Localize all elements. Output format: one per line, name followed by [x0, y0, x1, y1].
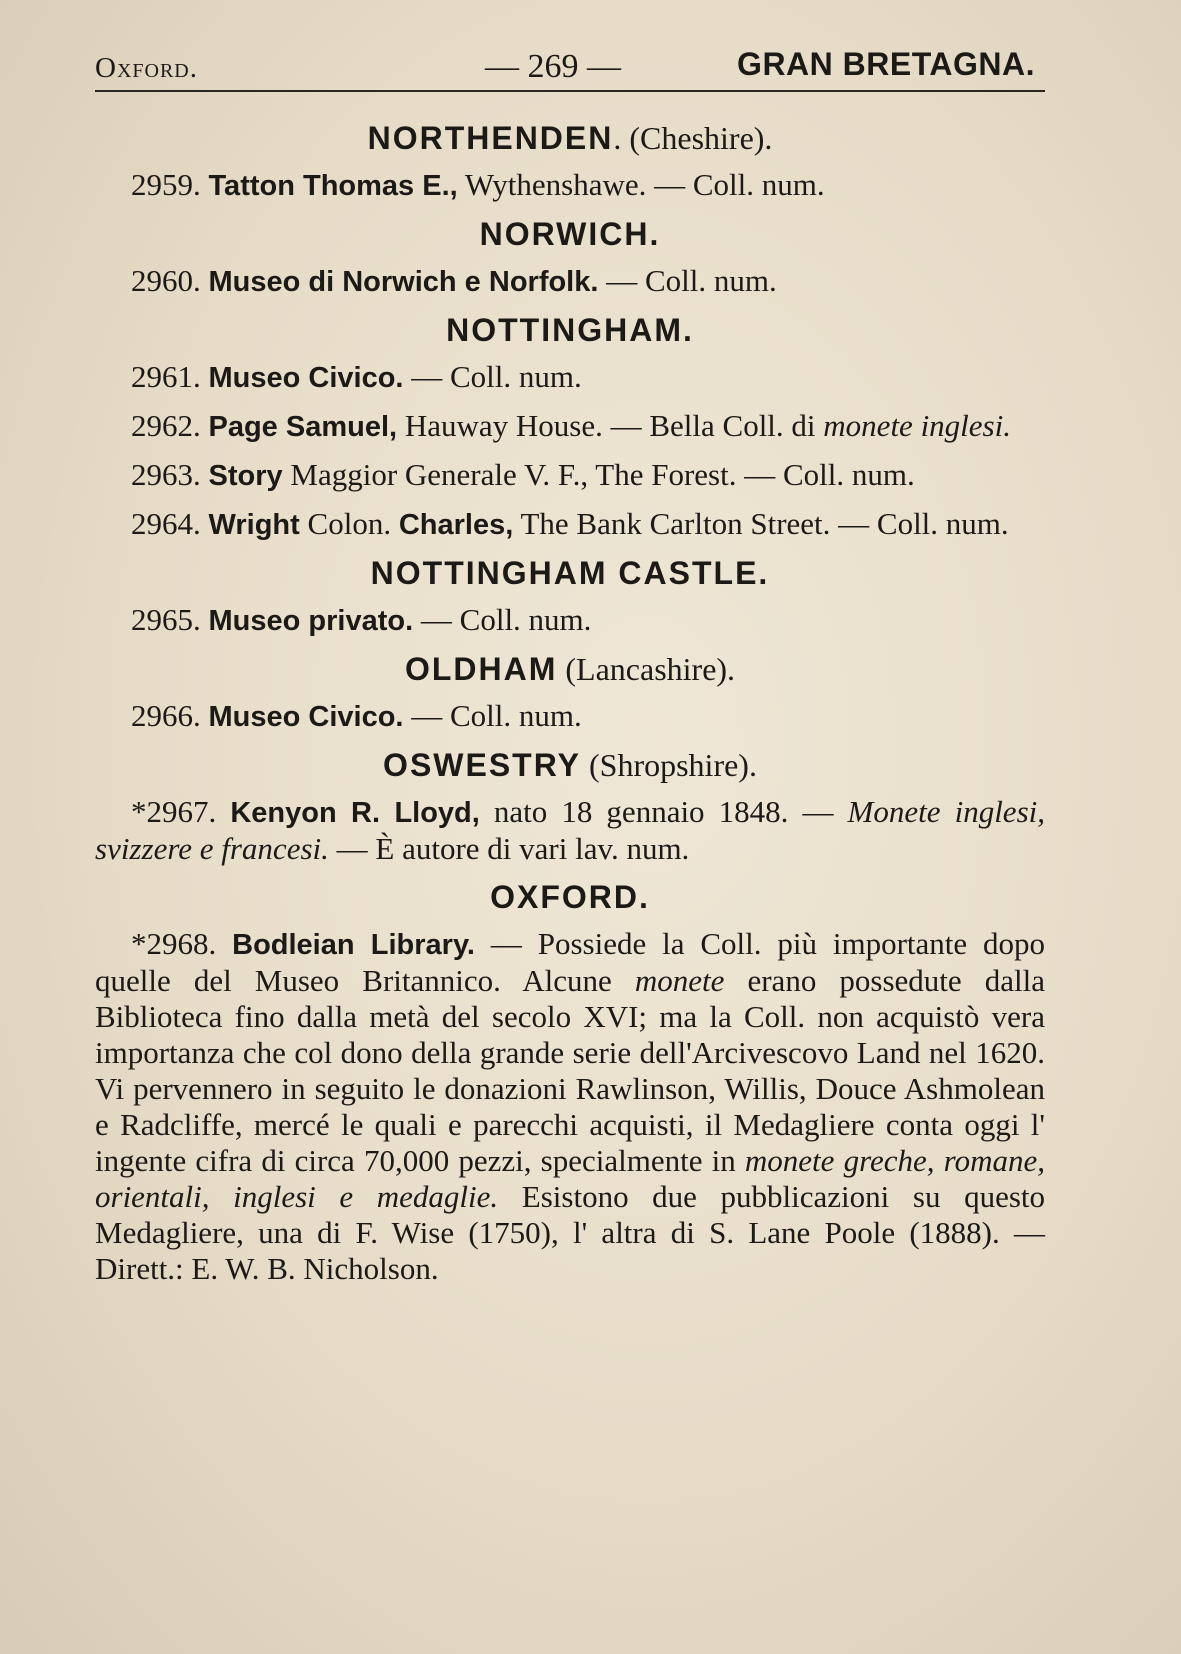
section-heading: NORWICH. [479, 216, 661, 252]
page-body [95, 92, 1045, 1287]
section-heading: OXFORD. [490, 879, 650, 915]
running-header [95, 40, 1045, 92]
entry-2959: 2959. Tatton Thomas E., Wythenshawe. — Coll. num. [131, 167, 825, 202]
section-heading: OLDHAM (Lancashire). [404, 651, 736, 687]
entry-2968: *2968. Bodleian Library. — Possiede la Coll. più importante dopo quelle del Museo Britannico. Alcune monete erano possedute dalla Biblioteca fino dalla metà del secolo XVI; ma la Coll. non acquistò vera importanza che col dono della grande serie dell'Arcivescovo Land nel 1620. Vi pervennero in seguito le donazioni Rawlinson, Willis, Douce Ashmolean e Radcliffe, mercé le quali e parecchi acquisti, il Medagliere conta oggi l' ingente cifra di circa 70,000 pezzi, specialmente in monete greche, romane, orientali, inglesi e medaglie. Esistono due pubblicazioni su questo Medagliere, una di F. Wise (1750), l' altra di S. Lane Poole (1888). — Dirett.: E. W. B. Nicholson. [95, 926, 1046, 1286]
entry-2960: 2960. Museo di Norwich e Norfolk. — Coll. num. [131, 263, 777, 298]
entry-2965: 2965. Museo privato. — Coll. num. [131, 602, 592, 637]
page-number: — 269 — [485, 48, 621, 85]
section-heading: NOTTINGHAM. [446, 312, 694, 348]
entry-2967: *2967. Kenyon R. Lloyd, nato 18 gennaio 1848. — Monete inglesi, svizzere e francesi. — È autore di vari lav. num. [95, 794, 1045, 866]
entry-2961: 2961. Museo Civico. — Coll. num. [131, 359, 582, 394]
header-right: GRAN BRETAGNA. [737, 46, 1035, 82]
book-page [95, 40, 1045, 1299]
section-heading: OSWESTRY (Shropshire). [383, 747, 757, 783]
section-heading: NOTTINGHAM CASTLE. [370, 555, 770, 591]
section-heading: NORTHENDEN. (Cheshire). [367, 120, 773, 156]
header-left: Oxford. [95, 52, 198, 84]
entry-2962: 2962. Page Samuel, Hauway House. — Bella Coll. di monete inglesi. [131, 408, 1011, 443]
entry-2966: 2966. Museo Civico. — Coll. num. [131, 698, 582, 733]
entry-2964: 2964. Wright Colon. Charles, The Bank Carlton Street. — Coll. num. [131, 506, 1009, 541]
entry-2963: 2963. Story Maggior Generale V. F., The Forest. — Coll. num. [131, 457, 915, 492]
